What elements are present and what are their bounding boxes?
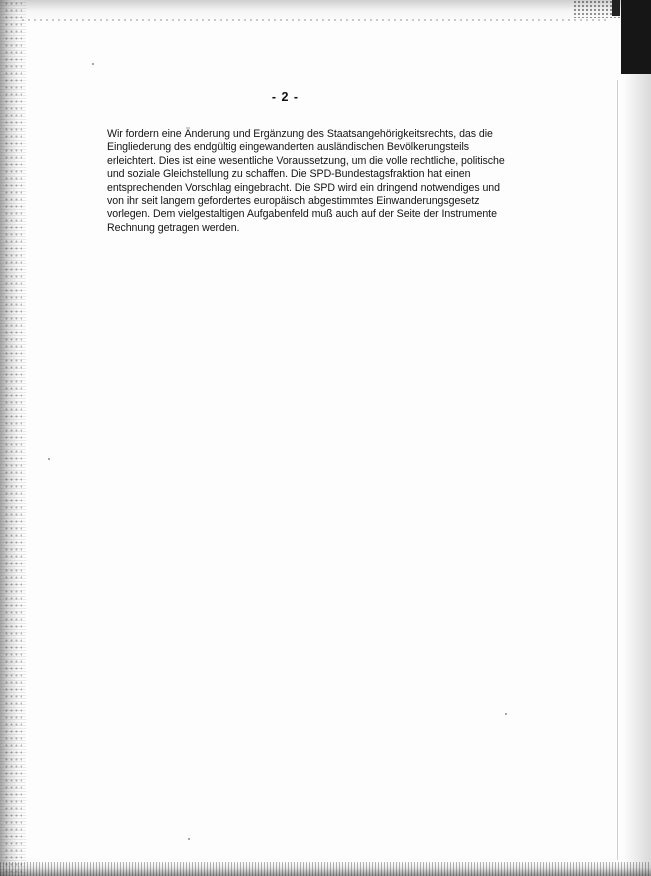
paragraph-line: entsprechenden Vorschlag eingebracht. Die SPD wird ein dringend notwendiges und	[107, 181, 500, 194]
body-paragraph	[107, 128, 547, 235]
scan-corner-mark	[612, 0, 620, 16]
scan-speck	[505, 713, 507, 715]
page-fold-line	[617, 80, 618, 860]
scan-top-noise	[20, 18, 610, 22]
scan-right-edge	[623, 70, 651, 876]
paragraph-line: von ihr seit langem gefordertes europäisch abgestimmtes Einwanderungsgesetz	[107, 195, 480, 208]
scan-bottom-edge	[0, 862, 651, 876]
paragraph-line: Wir fordern eine Änderung und Ergänzung des Staatsangehörigkeitsrechts, das die	[107, 128, 493, 140]
paragraph-line: erleichtert. Dies ist eine wesentliche Voraussetzung, um die volle rechtliche, politische	[107, 154, 505, 167]
scan-speck	[48, 458, 50, 460]
scan-speck	[188, 838, 190, 840]
scan-speck	[92, 63, 94, 65]
paragraph-line: vorlegen. Dem vielgestaltigen Aufgabenfeld muß auch auf der Seite der Instrumente	[107, 208, 497, 221]
paragraph-line: und soziale Gleichstellung zu schaffen. Die SPD-Bundestagsfraktion hat einen	[107, 168, 471, 181]
scan-left-noise	[4, 0, 22, 876]
paragraph-line: Eingliederung des endgültig eingewanderten ausländischen Bevölkerungsteils	[107, 141, 470, 154]
page-number: - 2 -	[271, 90, 300, 104]
paragraph-line: Rechnung getragen werden.	[107, 221, 240, 234]
scan-corner-block	[621, 0, 651, 74]
